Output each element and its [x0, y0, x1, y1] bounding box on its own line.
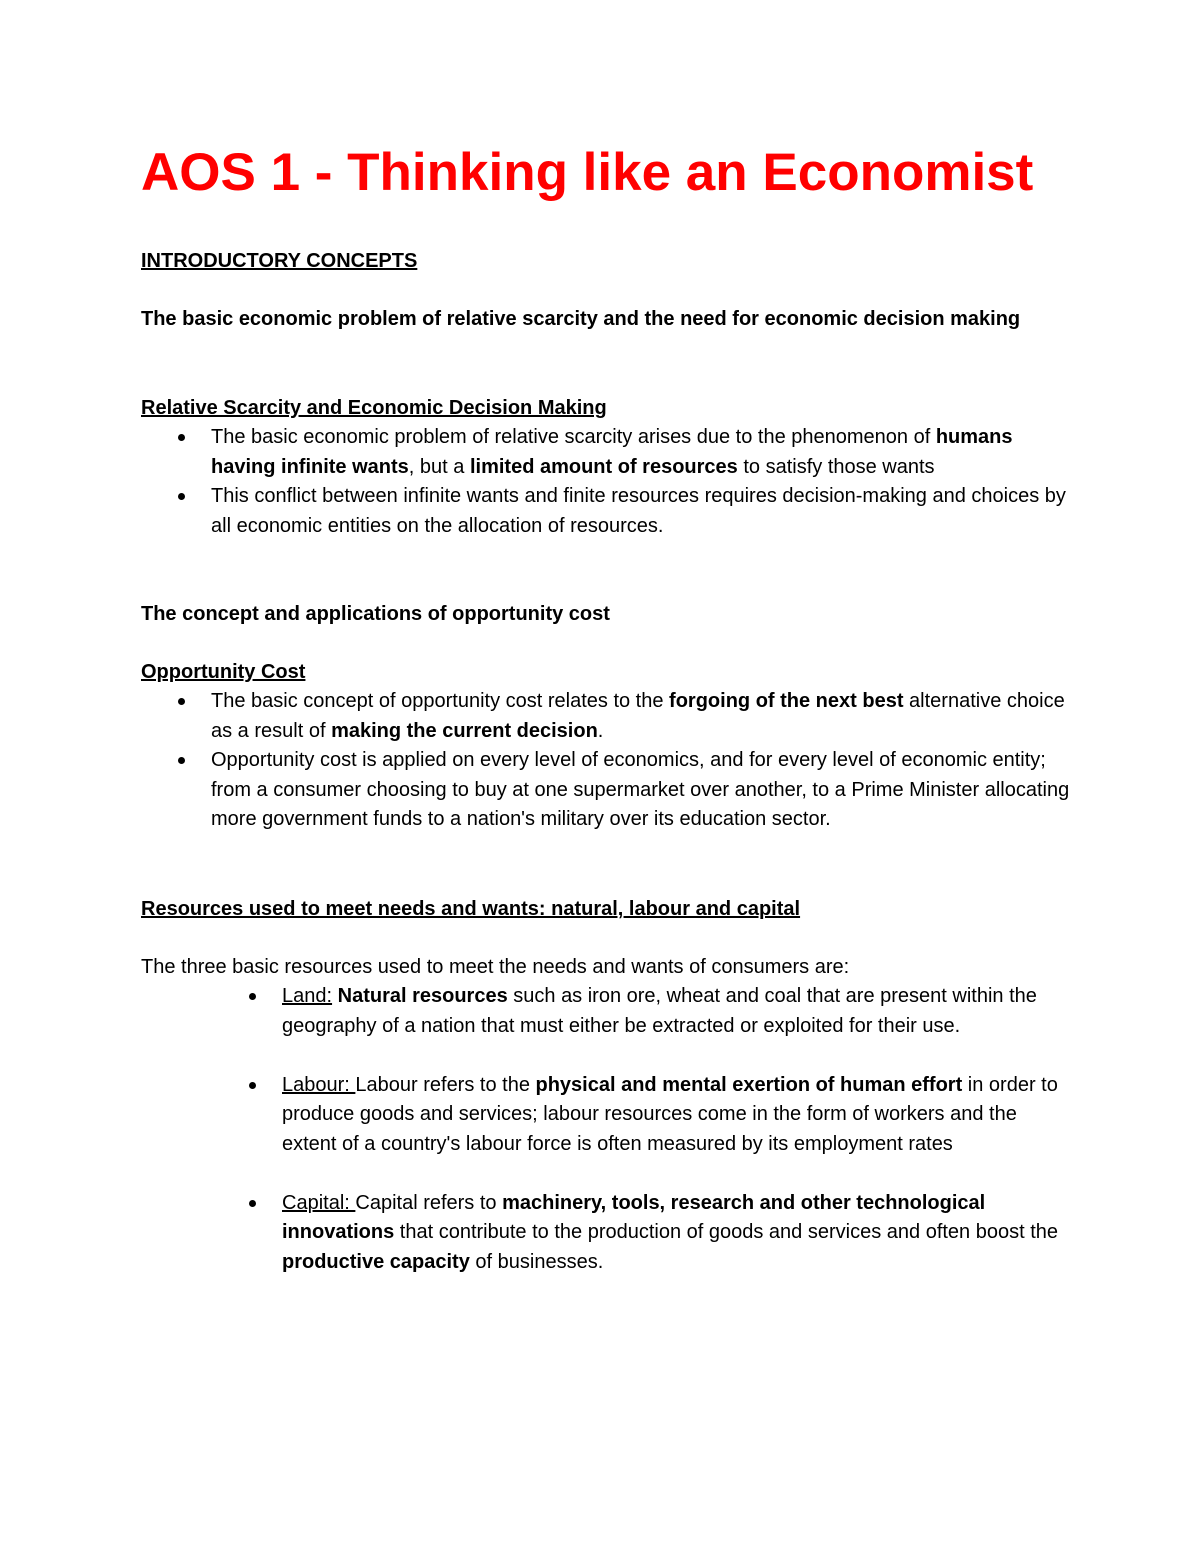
resource-label: Labour:	[282, 1073, 356, 1096]
resource-label: Capital:	[282, 1191, 356, 1214]
text-run: such as iron ore, wheat and coal that are present within the geography of a nation that must either be extracted or exploited for their use.	[282, 985, 1037, 1037]
bold-text: humans having infinite wants	[211, 426, 1013, 478]
text-run: Capital refers to	[355, 1191, 503, 1214]
text-run: to satisfy those wants	[737, 455, 935, 478]
bullet-dot-icon	[249, 1200, 256, 1207]
bold-text: making the current decision	[331, 719, 598, 742]
list-item	[211, 746, 1071, 835]
text-run: The basic economic problem of relative scarcity arises due to the phenomenon of	[211, 426, 936, 448]
bullet-dot-icon	[249, 1082, 256, 1089]
list-item	[211, 423, 1071, 482]
topic1-subheading: Relative Scarcity and Economic Decision Making	[141, 397, 607, 419]
topic3-bullet-list	[282, 982, 1072, 1277]
bold-text: machinery, tools, research and other technological innovations	[282, 1191, 986, 1243]
bold-text: forgoing of the next best	[669, 690, 904, 712]
document-title: AOS 1 - Thinking like an Economist	[141, 143, 1034, 202]
list-item-labour	[282, 1071, 1072, 1160]
text-run: Opportunity cost is applied on every level of economics, and for every level of economic entity; from a consumer choosing to buy at one supermarket over another, to a Prime Minister allocating more government funds to a nation's military over its education sector.	[211, 749, 1070, 830]
topic2-subheading: Opportunity Cost	[141, 661, 306, 683]
topic2-heading: The concept and applications of opportunity cost	[141, 603, 610, 625]
bullet-dot-icon	[249, 993, 256, 1000]
list-item-land	[282, 982, 1072, 1041]
text-run: Labour refers to the	[355, 1073, 536, 1096]
text-run: in order to produce goods and services; labour resources come in the form of workers and the extent of a country's labour force is often measured by its employment rates	[282, 1073, 1058, 1155]
bullet-dot-icon	[178, 757, 185, 764]
topic3-heading: Resources used to meet needs and wants: natural, labour and capital	[141, 898, 801, 920]
bold-text: limited amount of resources	[469, 455, 738, 478]
bullet-dot-icon	[178, 493, 185, 500]
text-run: of businesses.	[469, 1250, 604, 1273]
bullet-dot-icon	[178, 434, 185, 441]
text-run: .	[597, 719, 604, 742]
text-run: , but a	[408, 455, 470, 478]
text-run: The basic concept of opportunity cost relates to the	[211, 690, 670, 712]
bold-text: Natural resources	[337, 985, 508, 1007]
list-item-capital	[282, 1189, 1072, 1278]
topic2-bullet-list	[211, 687, 1071, 835]
bullet-dot-icon	[178, 698, 185, 705]
bold-text: physical and mental exertion of human effort	[535, 1073, 963, 1096]
topic1-bullet-list	[211, 423, 1071, 541]
list-item	[211, 687, 1071, 746]
resource-label: Land:	[282, 985, 333, 1007]
text-run: alternative choice as a result of	[211, 690, 1065, 742]
intro-heading: INTRODUCTORY CONCEPTS	[141, 250, 418, 272]
topic1-heading: The basic economic problem of relative scarcity and the need for economic decision making	[141, 308, 1021, 330]
topic3-intro: The three basic resources used to meet the needs and wants of consumers are:	[141, 956, 850, 978]
bold-text: productive capacity	[282, 1250, 470, 1273]
list-item	[211, 482, 1071, 541]
text-run: that contribute to the production of goods and services and often boost the	[394, 1221, 1059, 1243]
text-run: This conflict between infinite wants and finite resources requires decision-making and choices by all economic entities on the allocation of resources.	[211, 485, 1066, 537]
